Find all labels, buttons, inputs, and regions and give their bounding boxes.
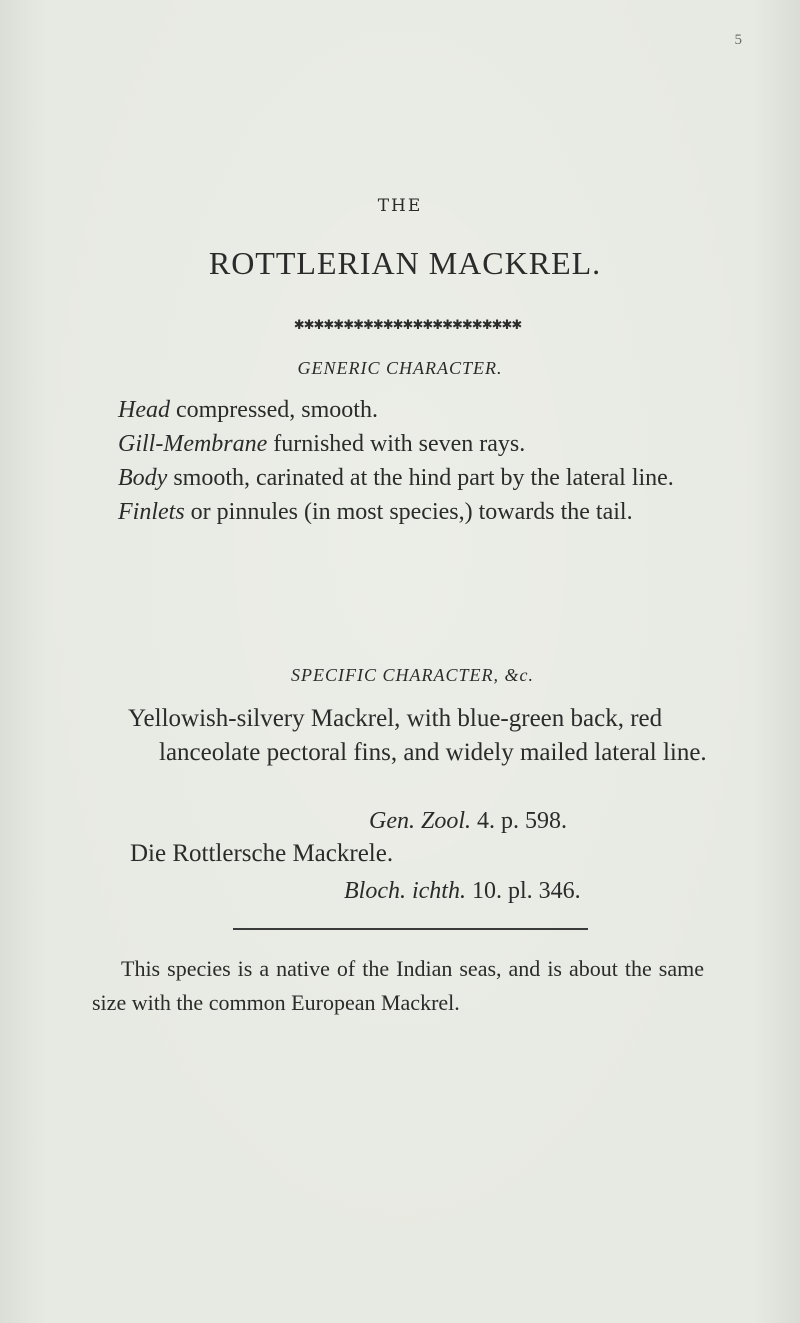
generic-entry-finlets xyxy=(118,495,708,529)
specific-character-heading: SPECIFIC CHARACTER, &c. xyxy=(291,665,534,685)
reference-bloch xyxy=(344,878,581,905)
entry-term: Head xyxy=(118,397,170,423)
synonym-german: Die Rottlersche Mackrele. xyxy=(130,840,394,867)
specific-description: Yellowish-silvery Mackrel, with blue-green back, red lanceolate pectoral fins, and widely mailed lateral line. xyxy=(128,705,707,766)
entry-text: or pinnules (in most species,) towards the tail. xyxy=(184,499,633,525)
entry-term: Finlets xyxy=(118,499,185,525)
entry-text: smooth, carinated at the hind part by the lateral line. xyxy=(167,465,674,491)
entry-term: Body xyxy=(118,465,168,491)
body-paragraph: This species is a native of the Indian seas, and is about the same size with the common European Mackrel. xyxy=(92,956,704,1015)
generic-entry-head xyxy=(118,393,708,427)
entry-text: furnished with seven rays. xyxy=(267,431,526,457)
section-divider xyxy=(233,928,588,930)
entry-text: compressed, smooth. xyxy=(169,397,378,423)
entry-term: Gill-Membrane xyxy=(118,431,268,457)
page-title: ROTTLERIAN MACKREL. xyxy=(208,245,602,281)
reference-detail: 10. pl. 346. xyxy=(465,878,581,904)
reference-detail: 4. p. 598. xyxy=(471,808,567,834)
generic-character-list xyxy=(118,393,708,529)
reference-work: Bloch. ichth. xyxy=(344,878,466,904)
page-corner-mark: 5 xyxy=(734,32,742,48)
reference-gen-zool xyxy=(369,808,567,835)
generic-character-heading: GENERIC CHARACTER. xyxy=(297,358,503,378)
heading-the: THE xyxy=(377,196,423,216)
ornament-rule: ✱✱✱✱✱✱✱✱✱✱✱✱✱✱✱✱✱✱✱✱✱✱✱ xyxy=(293,318,522,333)
reference-work: Gen. Zool. xyxy=(369,808,471,834)
generic-entry-gill-membrane xyxy=(118,427,708,461)
generic-entry-body xyxy=(118,461,708,495)
